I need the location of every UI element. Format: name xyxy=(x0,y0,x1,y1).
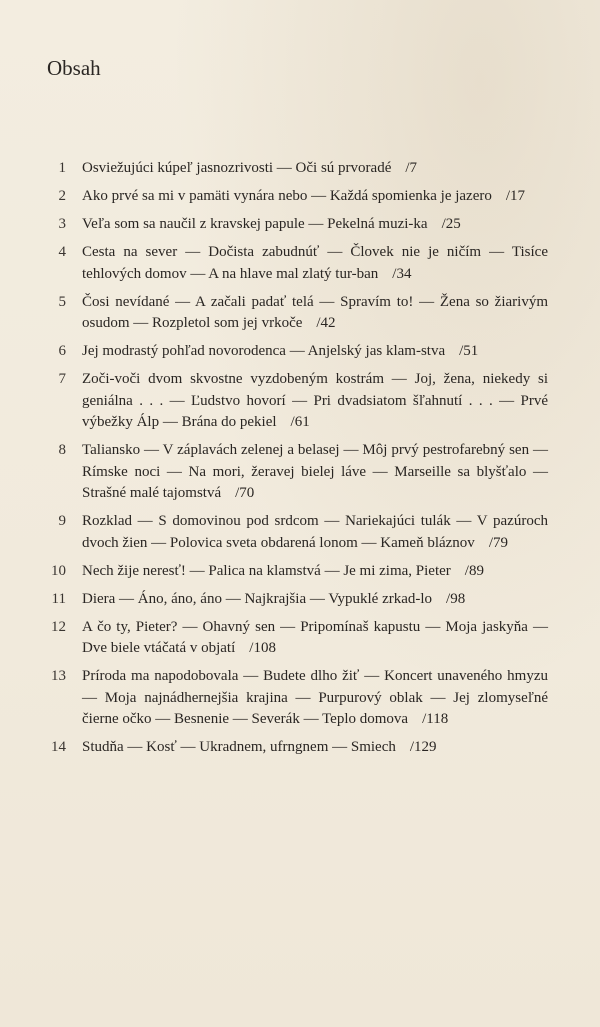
toc-entry xyxy=(38,158,548,180)
toc-entry-page: /89 xyxy=(464,562,484,579)
toc-entry xyxy=(38,369,548,434)
toc-entry-text: Cesta na sever — Dočista zabudnúť — Človek nie je ničím — Tisíce tehlových domov — A na hlave mal zlatý tur-ban xyxy=(82,244,548,282)
toc-entry-body xyxy=(82,242,548,285)
toc-entry-text: Čosi nevídané — A začali padať telá — Spravím to! — Žena so žiarivým osudom — Rozpletol som jej vrkoče xyxy=(82,293,548,331)
toc-entry xyxy=(38,186,548,208)
toc-entry-number: 7 xyxy=(58,371,66,387)
toc-entry-body xyxy=(82,292,548,335)
toc-entry-number: 4 xyxy=(58,244,66,260)
toc-entry xyxy=(38,214,548,236)
toc-entry-text: Osviežujúci kúpeľ jasnozrivosti — Oči sú prvoradé xyxy=(82,160,392,176)
toc-entry xyxy=(38,511,548,554)
toc-entry xyxy=(38,341,548,363)
toc-entry-page: /7 xyxy=(405,160,418,176)
toc-entry-number: 11 xyxy=(51,590,66,607)
toc-entry-text: Veľa som sa naučil z kravskej papule — Pekelná muzi-ka xyxy=(82,216,428,232)
toc-entry-page: /70 xyxy=(235,485,255,501)
toc-entry-number: 2 xyxy=(58,188,66,204)
toc-entry-text: Príroda ma napodobovala — Budete dlho žiť — Koncert unaveného hmyzu — Moja najnádhernejšia krajina — Purpurový oblak — Jej zlomyseľné čierne očko — Besnenie — Severák — Teplo domova xyxy=(82,668,548,727)
toc-entry-body xyxy=(82,617,548,660)
toc-entry-text: Nech žije neresť! — Palica na klamstvá — Je mi zima, Pieter xyxy=(82,562,451,579)
toc-entry-number: 5 xyxy=(58,293,66,310)
toc-entry-number: 3 xyxy=(58,216,66,232)
toc-entry-body xyxy=(82,561,548,583)
toc-entry-page: /61 xyxy=(290,414,310,430)
toc-entry xyxy=(38,589,548,611)
toc-entry-body xyxy=(82,589,548,611)
toc-entry-page: /108 xyxy=(249,640,276,656)
toc-entry-body xyxy=(82,158,548,180)
toc-entry-text: Studňa — Kosť — Ukradnem, ufrngnem — Smiech xyxy=(82,739,396,755)
toc-entry-body xyxy=(82,186,548,208)
toc-entry-page: /129 xyxy=(409,739,437,755)
toc-entry-body xyxy=(82,666,548,731)
toc-entry-text: Taliansko — V záplavách zelenej a belasej — Môj prvý pestrofarebný sen — Rímske noci — Na mori, žeravej bielej láve — Marseille sa blyšťalo — Strašné malé tajomstvá xyxy=(82,442,548,501)
toc-entry-page: /51 xyxy=(459,343,479,359)
toc-entry-body xyxy=(82,214,548,236)
toc-entry-body xyxy=(82,341,548,363)
toc-entry-body xyxy=(82,369,548,434)
toc-entry xyxy=(38,561,548,583)
toc-entry-text: Jej modrastý pohľad novorodenca — Anjelský jas klam-stva xyxy=(82,343,446,359)
toc-entry xyxy=(38,617,548,660)
toc-entry-text: Zoči-voči dvom skvostne vyzdobeným kostrám — Joj, žena, niekedy si geniálna . . . — Ľudstvo hovorí — Pri dvadsiatom šľahnutí . . . — Prvé výbežky Álp — Brána do pekiel xyxy=(82,371,548,430)
toc-entry xyxy=(38,737,548,759)
toc-entry-page: /79 xyxy=(488,534,508,551)
toc-entry-page: /17 xyxy=(505,188,526,204)
table-of-contents xyxy=(38,158,548,765)
toc-entry-number: 13 xyxy=(51,668,66,684)
toc-entry-number: 6 xyxy=(58,343,66,359)
toc-entry-body xyxy=(82,737,548,759)
toc-entry xyxy=(38,666,548,731)
toc-entry-body xyxy=(82,440,548,505)
toc-entry-text: Diera — Áno, áno, áno — Najkrajšia — Vypuklé zrkad-lo xyxy=(82,590,433,607)
toc-entry-number: 9 xyxy=(58,513,66,529)
toc-entry xyxy=(38,440,548,505)
toc-entry-number: 14 xyxy=(51,739,66,755)
toc-entry xyxy=(38,292,548,335)
toc-entry-text: A čo ty, Pieter? — Ohavný sen — Pripomínaš kapustu — Moja jaskyňa — Dve biele vtáčatá v objatí xyxy=(82,618,548,656)
toc-entry-number: 1 xyxy=(58,160,66,176)
toc-entry-body xyxy=(82,511,548,554)
toc-entry xyxy=(38,242,548,285)
show-through-text xyxy=(340,0,600,150)
toc-entry-page: /118 xyxy=(422,711,449,727)
toc-entry-page: /25 xyxy=(441,216,461,232)
toc-entry-page: /98 xyxy=(446,590,466,607)
toc-entry-page: /34 xyxy=(392,265,412,282)
toc-entry-text: Rozklad — S domovinou pod srdcom — Nariekajúci tulák — V pazúroch dvoch žien — Polovica sveta obdarená lonom — Kameň bláznov xyxy=(82,513,548,551)
toc-entry-page: /42 xyxy=(316,315,336,331)
toc-entry-number: 8 xyxy=(58,442,66,458)
toc-entry-text: Ako prvé sa mi v pamäti vynára nebo — Každá spomienka je jazero xyxy=(82,188,492,204)
page-title: Obsah xyxy=(47,56,101,80)
toc-entry-number: 12 xyxy=(51,618,66,635)
toc-entry-number: 10 xyxy=(51,562,66,579)
